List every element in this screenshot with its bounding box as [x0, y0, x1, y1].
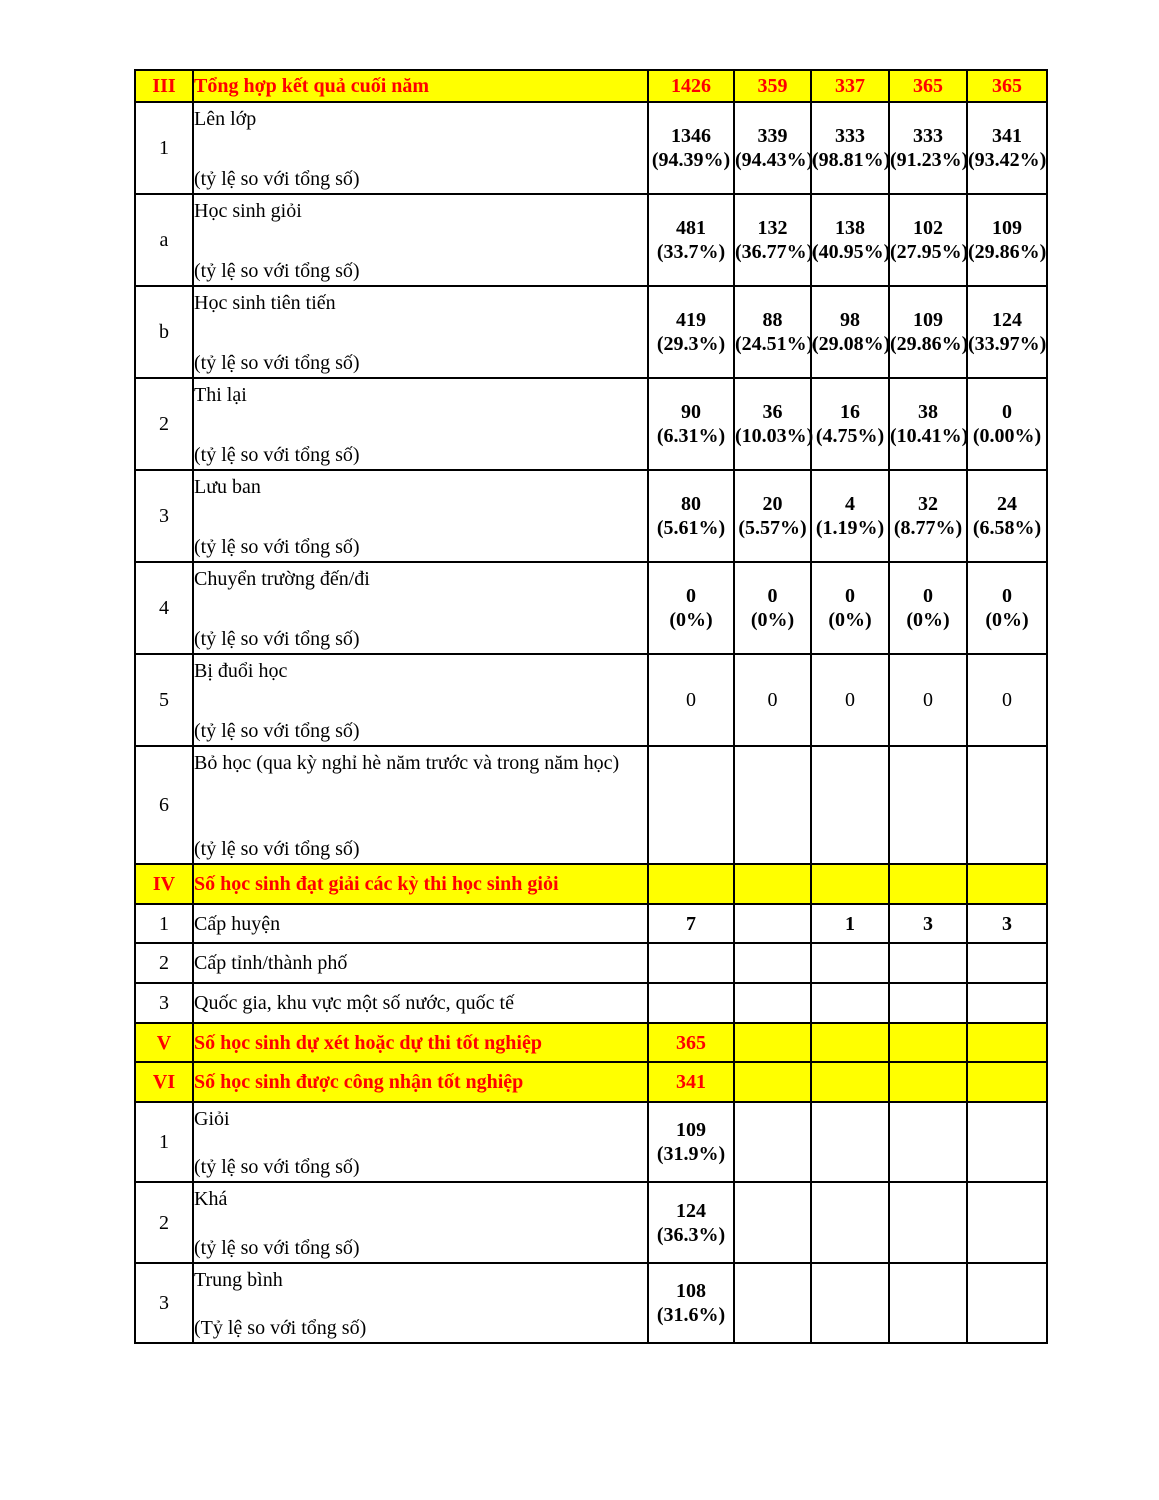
count-value: 38: [918, 401, 938, 423]
row-label: Bỏ học (qua kỳ nghỉ hè năm trước và trong năm học): [194, 752, 620, 774]
value-cell: [967, 470, 1047, 562]
value-cell: [811, 746, 889, 864]
section-value: [648, 864, 734, 904]
percent-value: (40.95%): [812, 241, 891, 263]
section-value: 365: [967, 70, 1047, 102]
count-value: 132: [757, 217, 788, 239]
value-cell: [967, 562, 1047, 654]
section-index: VI: [135, 1062, 193, 1102]
row-ratio-note: (tỷ lệ so với tổng số): [194, 720, 360, 742]
count-value: 1346: [671, 125, 711, 147]
row-label-cell: [193, 1102, 648, 1182]
row-index: 3: [135, 983, 193, 1023]
section-value: [889, 1023, 967, 1062]
count-value: 80: [681, 493, 701, 515]
statistics-table: [134, 69, 1048, 1344]
value-cell: 0: [811, 654, 889, 746]
section-row-v: [135, 1023, 1047, 1062]
percent-value: (0%): [985, 609, 1029, 631]
table-row: [135, 1182, 1047, 1263]
section-value: [811, 864, 889, 904]
table-row: [135, 102, 1047, 194]
count-value: 333: [913, 125, 943, 147]
row-ratio-note: (Tỷ lệ so với tổng số): [194, 1317, 367, 1339]
section-index: IV: [135, 864, 193, 904]
section-value: [811, 1062, 889, 1102]
value-cell: 3: [889, 904, 967, 943]
value-cell: [889, 102, 967, 194]
row-ratio-note: (tỷ lệ so với tổng số): [194, 536, 360, 558]
row-ratio-note: (tỷ lệ so với tổng số): [194, 628, 360, 650]
percent-value: (5.57%): [738, 517, 807, 539]
count-value: 419: [676, 309, 706, 331]
percent-value: (0%): [750, 609, 795, 631]
percent-value: (8.77%): [893, 517, 963, 539]
count-value: 20: [762, 493, 783, 515]
row-index: 5: [135, 654, 193, 746]
row-label-cell: [193, 746, 648, 864]
count-value: 333: [835, 125, 865, 147]
row-ratio-note: (tỷ lệ so với tổng số): [194, 260, 360, 282]
value-cell: [967, 102, 1047, 194]
row-label: Chuyển trường đến/đi: [194, 568, 370, 590]
value-cell: [648, 943, 734, 983]
value-cell: [734, 943, 811, 983]
section-value: 337: [811, 70, 889, 102]
percent-value: (0%): [828, 609, 872, 631]
value-cell: [967, 286, 1047, 378]
row-label-cell: [193, 194, 648, 286]
value-cell: [967, 746, 1047, 864]
percent-value: (10.03%): [735, 425, 814, 447]
table-row: [135, 1102, 1047, 1182]
value-cell: [648, 1263, 734, 1343]
section-value: [734, 1023, 811, 1062]
value-cell: 1: [811, 904, 889, 943]
row-label-cell: [193, 983, 648, 1023]
value-cell: [734, 378, 814, 470]
row-label-cell: [193, 378, 648, 470]
percent-value: (36.77%): [735, 241, 814, 263]
row-index: 1: [135, 102, 193, 194]
percent-value: (6.58%): [972, 517, 1042, 539]
value-cell: [889, 470, 967, 562]
value-cell: [967, 1182, 1047, 1263]
section-title: [193, 70, 648, 102]
value-cell: [648, 378, 734, 470]
percent-value: (94.39%): [651, 149, 731, 171]
count-value: 108: [676, 1280, 706, 1302]
section-row-iv: [135, 864, 1047, 904]
count-value: 36: [762, 401, 783, 423]
percent-value: (94.43%): [735, 149, 814, 171]
percent-value: (93.42%): [968, 149, 1047, 171]
value-cell: 0: [889, 654, 967, 746]
section-title: [193, 864, 648, 904]
percent-value: (24.51%): [735, 333, 814, 355]
value-cell: [734, 746, 811, 864]
row-label-cell: [193, 654, 648, 746]
section-value: [734, 864, 811, 904]
percent-value: (33.97%): [968, 333, 1047, 355]
row-index: b: [135, 286, 193, 378]
table-row: [135, 654, 1047, 746]
count-value: 88: [762, 309, 783, 331]
section-value: 341: [648, 1062, 734, 1102]
count-value: 339: [757, 125, 788, 147]
percent-value: (4.75%): [815, 425, 885, 447]
row-index: 2: [135, 378, 193, 470]
section-value: [734, 1062, 811, 1102]
count-value: 0: [923, 585, 933, 607]
table-row: [135, 378, 1047, 470]
section-value: [889, 1062, 967, 1102]
row-label: Học sinh tiên tiến: [194, 292, 336, 314]
section-value: [967, 1062, 1047, 1102]
value-cell: [811, 1102, 889, 1182]
row-label: Cấp huyện: [194, 912, 281, 935]
table-row: [135, 943, 1047, 983]
row-index: 2: [135, 943, 193, 983]
value-cell: [967, 378, 1047, 470]
count-value: 16: [840, 401, 860, 423]
count-value: 341: [992, 125, 1022, 147]
row-index: 2: [135, 1182, 193, 1263]
count-value: 32: [918, 493, 938, 515]
percent-value: (29.3%): [656, 333, 726, 355]
value-cell: [889, 1263, 967, 1343]
percent-value: (31.6%): [656, 1304, 726, 1326]
value-cell: [811, 470, 889, 562]
value-cell: [648, 983, 734, 1023]
row-label: Thi lại: [194, 384, 247, 406]
row-index: 1: [135, 904, 193, 943]
value-cell: [734, 194, 814, 286]
count-value: 0: [1002, 585, 1012, 607]
section-value: 1426: [648, 70, 734, 102]
value-cell: [967, 943, 1047, 983]
row-label-cell: [193, 904, 648, 943]
value-cell: [889, 943, 967, 983]
count-value: 0: [845, 585, 855, 607]
row-index: a: [135, 194, 193, 286]
value-cell: [734, 904, 811, 943]
value-cell: [734, 983, 811, 1023]
value-cell: [889, 746, 967, 864]
table-row: [135, 904, 1047, 943]
value-cell: [648, 194, 734, 286]
percent-value: (1.19%): [815, 517, 885, 539]
count-value: 109: [676, 1119, 706, 1141]
percent-value: (91.23%): [890, 149, 969, 171]
row-label: Khá: [194, 1188, 228, 1210]
percent-value: (0%): [906, 609, 950, 631]
count-value: 138: [835, 217, 865, 239]
value-cell: [811, 378, 889, 470]
row-index: 3: [135, 470, 193, 562]
section-row-vi: [135, 1062, 1047, 1102]
value-cell: [648, 1182, 734, 1263]
row-ratio-note: (tỷ lệ so với tổng số): [194, 838, 360, 860]
table-row: [135, 746, 1047, 864]
section-value: [811, 1023, 889, 1062]
row-ratio-note: (tỷ lệ so với tổng số): [194, 1237, 360, 1259]
row-index: 3: [135, 1263, 193, 1343]
percent-value: (5.61%): [656, 517, 726, 539]
section-value: [967, 864, 1047, 904]
value-cell: [734, 1102, 811, 1182]
count-value: 4: [845, 493, 855, 515]
percent-value: (36.3%): [656, 1223, 726, 1246]
percent-value: (29.08%): [812, 333, 891, 355]
count-value: 481: [676, 217, 706, 239]
value-cell: [811, 102, 889, 194]
percent-value: (29.86%): [968, 241, 1047, 263]
section-value: 365: [648, 1023, 734, 1062]
value-cell: [648, 286, 734, 378]
value-cell: [648, 1102, 734, 1182]
row-ratio-note: (tỷ lệ so với tổng số): [194, 168, 360, 190]
value-cell: [967, 194, 1047, 286]
count-value: 0: [686, 585, 696, 607]
value-cell: [889, 286, 967, 378]
value-cell: 0: [967, 654, 1047, 746]
section-index: III: [135, 70, 193, 102]
row-ratio-note: (tỷ lệ so với tổng số): [194, 1156, 360, 1178]
value-cell: [811, 562, 889, 654]
row-index: 4: [135, 562, 193, 654]
value-cell: 7: [648, 904, 734, 943]
table-row: [135, 286, 1047, 378]
value-cell: [734, 1182, 811, 1263]
value-cell: [811, 194, 889, 286]
row-label-cell: [193, 943, 648, 983]
section-title-text: Tổng hợp kết quả cuối năm: [194, 75, 430, 97]
value-cell: 0: [648, 654, 734, 746]
count-value: 90: [681, 401, 701, 423]
value-cell: [967, 1102, 1047, 1182]
section-value: [967, 1023, 1047, 1062]
percent-value: (33.7%): [656, 241, 726, 263]
percent-value: (0.00%): [972, 425, 1042, 447]
value-cell: [889, 562, 967, 654]
section-value: 359: [734, 70, 811, 102]
value-cell: [648, 102, 734, 194]
value-cell: [889, 1182, 967, 1263]
value-cell: [889, 194, 967, 286]
value-cell: [648, 746, 734, 864]
section-title-text: Số học sinh dự xét hoặc dự thi tốt nghiệp: [194, 1031, 542, 1054]
value-cell: [889, 378, 967, 470]
count-value: 124: [676, 1199, 706, 1222]
count-value: 109: [992, 217, 1022, 239]
row-label: Quốc gia, khu vực một số nước, quốc tế: [194, 992, 514, 1014]
section-value: 365: [889, 70, 967, 102]
count-value: 124: [992, 309, 1022, 331]
row-label: Trung bình: [194, 1269, 283, 1291]
percent-value: (98.81%): [812, 149, 891, 171]
percent-value: (29.86%): [890, 333, 969, 355]
table-body: [135, 70, 1047, 1343]
row-index: 6: [135, 746, 193, 864]
row-ratio-note: (tỷ lệ so với tổng số): [194, 444, 360, 466]
count-value: 24: [997, 493, 1017, 515]
section-title-text: Số học sinh đạt giải các kỳ thi học sinh giỏi: [194, 873, 559, 895]
row-label: Lên lớp: [194, 108, 257, 130]
count-value: 98: [840, 309, 860, 331]
value-cell: [734, 470, 811, 562]
value-cell: [811, 286, 889, 378]
value-cell: [967, 983, 1047, 1023]
section-index: V: [135, 1023, 193, 1062]
percent-value: (6.31%): [656, 425, 726, 447]
section-title: [193, 1062, 648, 1102]
table-row: [135, 1263, 1047, 1343]
value-cell: [889, 1102, 967, 1182]
value-cell: [734, 286, 814, 378]
value-cell: [734, 102, 814, 194]
row-label: Giỏi: [194, 1108, 230, 1130]
row-label-cell: [193, 1263, 648, 1343]
row-label-cell: [193, 562, 648, 654]
value-cell: [811, 983, 889, 1023]
row-label-cell: [193, 470, 648, 562]
value-cell: [734, 1263, 811, 1343]
row-label: Bị đuổi học: [194, 660, 288, 682]
value-cell: [811, 943, 889, 983]
value-cell: 0: [734, 654, 811, 746]
percent-value: (27.95%): [890, 241, 969, 263]
row-label-cell: [193, 286, 648, 378]
value-cell: [648, 470, 734, 562]
row-ratio-note: (tỷ lệ so với tổng số): [194, 352, 360, 374]
count-value: 109: [913, 309, 943, 331]
count-value: 0: [767, 585, 778, 607]
row-label-cell: [193, 102, 648, 194]
row-label: Lưu ban: [194, 476, 261, 498]
percent-value: (0%): [669, 609, 713, 631]
row-label-cell: [193, 1182, 648, 1263]
value-cell: 3: [967, 904, 1047, 943]
row-label: Cấp tỉnh/thành phố: [194, 952, 348, 974]
value-cell: [734, 562, 811, 654]
table-row: [135, 194, 1047, 286]
row-label: Học sinh giỏi: [194, 200, 302, 222]
section-row-iii: [135, 70, 1047, 102]
value-cell: [811, 1263, 889, 1343]
percent-value: (10.41%): [890, 425, 969, 447]
row-index: 1: [135, 1102, 193, 1182]
section-title: [193, 1023, 648, 1062]
table-row: [135, 983, 1047, 1023]
count-value: 102: [913, 217, 943, 239]
percent-value: (31.9%): [656, 1143, 726, 1165]
value-cell: [889, 983, 967, 1023]
section-value: [889, 864, 967, 904]
table-row: [135, 562, 1047, 654]
value-cell: [648, 562, 734, 654]
value-cell: [811, 1182, 889, 1263]
section-title-text: Số học sinh được công nhận tốt nghiệp: [194, 1071, 524, 1093]
count-value: 0: [1002, 401, 1012, 423]
value-cell: [967, 1263, 1047, 1343]
table-row: [135, 470, 1047, 562]
